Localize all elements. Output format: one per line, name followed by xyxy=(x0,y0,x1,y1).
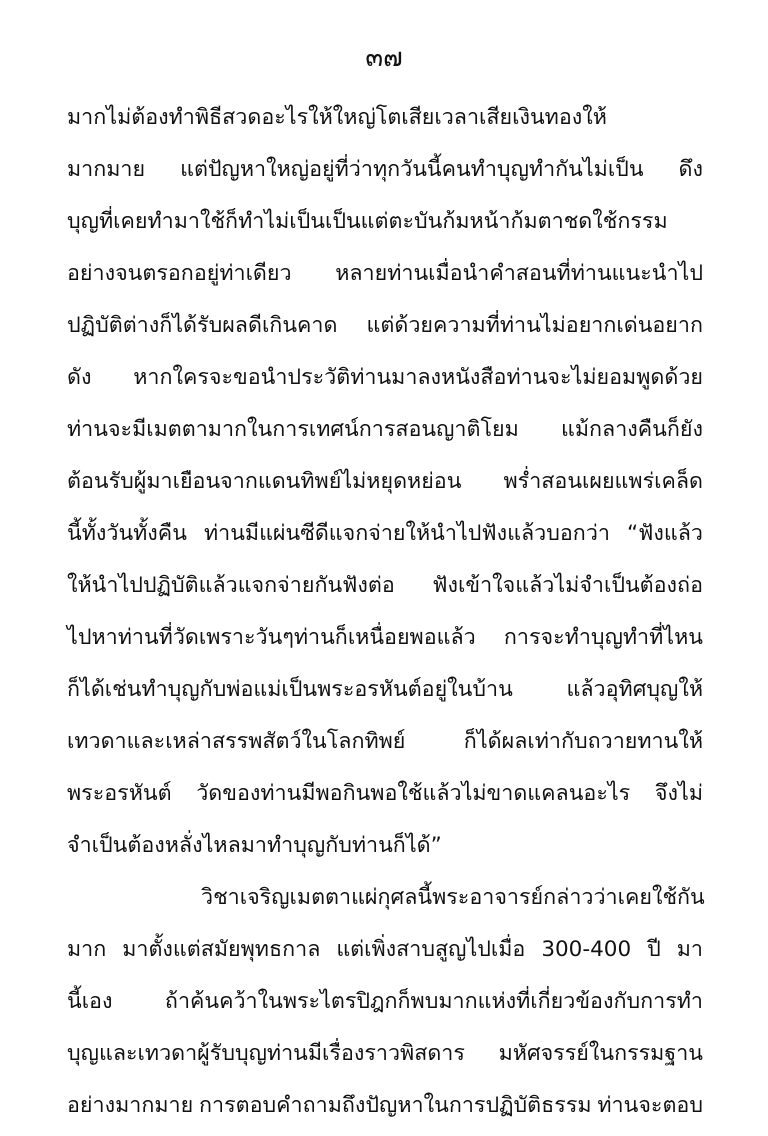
text-segment: พระอรหันต์ xyxy=(67,781,172,806)
text-segment: ดึง xyxy=(678,157,703,182)
text-segment: ดัง xyxy=(67,365,92,390)
text-segment: ฟังเข้าใจแล้วไม่จำเป็นต้องถ่อ xyxy=(432,573,703,598)
text-segment: นี้ทั้งวันทั้งคืน xyxy=(67,521,187,546)
text-segment: ท่านจะตอบ xyxy=(597,1093,703,1118)
text-segment: อย่างจนตรอกอยู่ท่าเดียว xyxy=(67,261,292,286)
body-text xyxy=(67,96,703,1136)
text-segment: แต่ปัญหาใหญ่อยู่ที่ว่าทุกวันนี้คนทำบุญทำกันไม่เป็น xyxy=(180,157,644,182)
text-segment: ก็ได้ผลเท่ากับถวายทานให้ xyxy=(463,729,703,754)
text-segment: วัดของท่านมีพอกินพอใช้แล้วไม่ขาดแคลนอะไร xyxy=(196,781,631,806)
text-line xyxy=(67,616,703,668)
text-line xyxy=(67,460,703,512)
text-segment: มากไม่ต้องทำพิธีสวดอะไรให้ใหญ่โตเสียเวลาเสียเงินทองให้ xyxy=(67,105,607,130)
text-segment: ปฏิบัติต่างก็ได้รับผลดีเกินคาด xyxy=(67,313,338,338)
text-segment: ก็ได้เช่นทำบุญกับพ่อแม่เป็นพระอรหันต์อยู่ในบ้าน xyxy=(67,677,513,702)
text-segment: มา xyxy=(676,937,703,962)
text-line xyxy=(67,96,703,148)
text-line xyxy=(67,824,703,876)
text-segment: “ฟังแล้ว xyxy=(627,521,703,546)
text-segment: พระอาจารย์กล่าวว่าเคยใช้กัน xyxy=(432,885,705,910)
text-segment: การจะทำบุญทำที่ไหน xyxy=(503,625,703,650)
text-line xyxy=(67,564,703,616)
page-number: ๓๗ xyxy=(365,43,403,73)
text-segment: จำเป็นต้องหลั่งไหลมาทำบุญกับท่านก็ได้” xyxy=(67,833,442,858)
text-segment: แต่เพิ่งสาบสูญไปเมื่อ xyxy=(336,937,526,962)
text-segment: เทวดาและเหล่าสรรพสัตว์ในโลกทิพย์ xyxy=(67,729,406,754)
text-segment: พร่ำสอนเผยแพร่เคล็ด xyxy=(503,469,703,494)
text-segment: นี้เอง xyxy=(67,989,113,1014)
text-segment: บุญที่เคยทำมาใช้ก็ทำไม่เป็นเป็นแต่ตะบันก้มหน้าก้มตาชดใช้กรรม xyxy=(67,209,668,234)
text-segment: บุญและเทวดาผู้รับบุญท่านมีเรื่องราวพิสดาร xyxy=(67,1041,465,1066)
text-segment: หลายท่านเมื่อนำคำสอนที่ท่านแนะนำไป xyxy=(335,261,703,286)
text-segment: แล้วอุทิศบุญให้ xyxy=(566,677,703,702)
text-line xyxy=(67,408,703,460)
text-segment: มากมาย xyxy=(67,157,146,182)
text-segment: วิชาเจริญเมตตาแผ่กุศลนี้ xyxy=(201,885,433,910)
text-segment: หากใครจะขอนำประวัติท่านมาลงหนังสือท่านจะไม่ยอมพูดด้วย xyxy=(133,365,703,390)
text-line xyxy=(67,1032,703,1084)
text-segment: ท่านมีแผ่นซีดีแจกจ่ายให้นำไปฟังแล้วบอกว่า xyxy=(203,521,610,546)
text-segment: อย่างมากมาย xyxy=(67,1093,194,1118)
text-line xyxy=(67,304,703,356)
text-line xyxy=(67,668,703,720)
text-line xyxy=(67,512,703,564)
text-segment: การตอบคำถามถึงปัญหาในการปฏิบัติธรรม xyxy=(199,1093,592,1118)
text-segment: ให้นำไปปฏิบัติแล้วแจกจ่ายกันฟังต่อ xyxy=(67,573,395,598)
text-line xyxy=(67,928,703,980)
text-line xyxy=(67,356,703,408)
text-line xyxy=(67,772,703,824)
text-line xyxy=(67,148,703,200)
text-segment: ปี xyxy=(647,937,661,962)
text-segment: ไปหาท่านที่วัดเพราะวันๆท่านก็เหนื่อยพอแล้ว xyxy=(67,625,476,650)
text-segment: มหัศจรรย์ในกรรมฐาน xyxy=(498,1041,703,1066)
text-segment: แม้กลางคืนก็ยัง xyxy=(561,417,703,442)
text-segment: 300-400 xyxy=(541,937,632,962)
text-segment: มาก xyxy=(67,937,107,962)
text-line xyxy=(67,720,703,772)
text-segment: มาตั้งแต่สมัยพุทธกาล xyxy=(122,937,321,962)
text-segment: แต่ด้วยความที่ท่านไม่อยากเด่นอยาก xyxy=(366,313,703,338)
text-line xyxy=(67,980,703,1032)
text-line xyxy=(67,1084,703,1136)
text-line xyxy=(67,876,703,928)
text-segment: ต้อนรับผู้มาเยือนจากแดนทิพย์ไม่หยุดหย่อน xyxy=(67,469,462,494)
text-line xyxy=(67,200,703,252)
text-segment: จึงไม่ xyxy=(654,781,703,806)
text-segment: ถ้าค้นคว้าในพระไตรปิฎกก็พบมากแห่งที่เกี่ยวข้องกับการทำ xyxy=(164,989,703,1014)
text-line xyxy=(67,252,703,304)
text-segment: ท่านจะมีเมตตามากในการเทศน์การสอนญาติโยม xyxy=(67,417,519,442)
